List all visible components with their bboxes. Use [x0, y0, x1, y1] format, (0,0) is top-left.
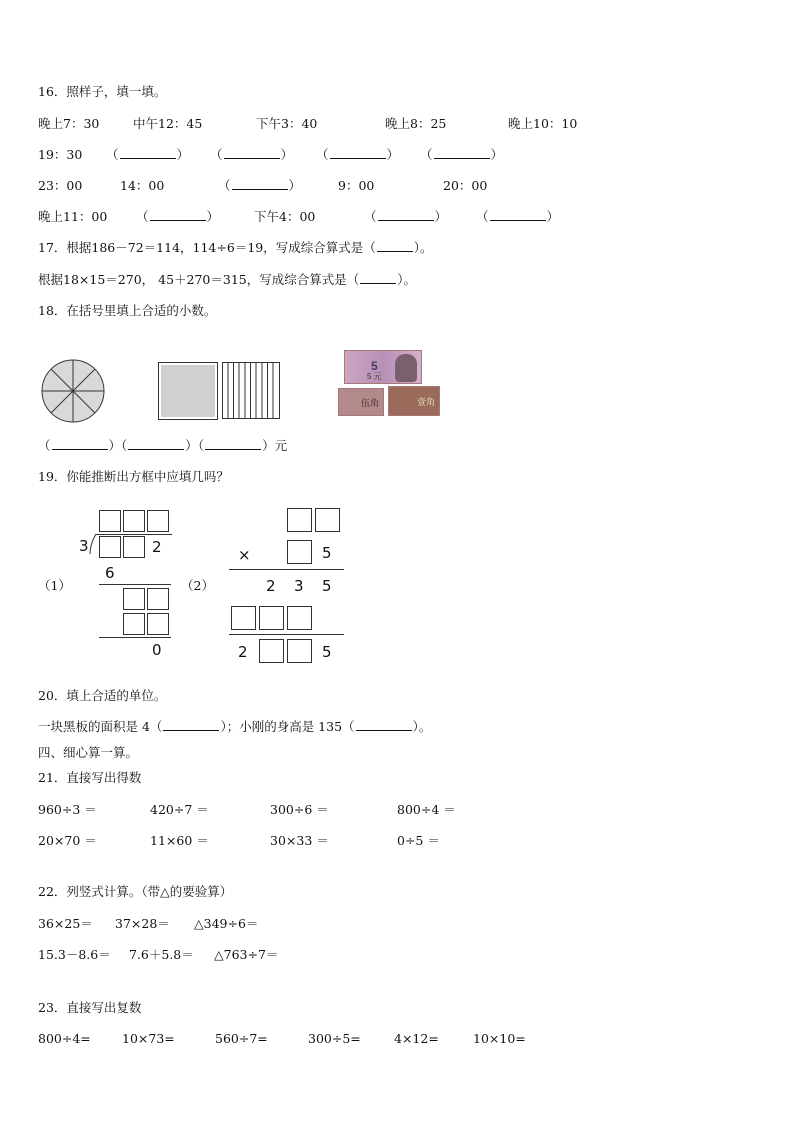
q22-item: 37×28＝ — [115, 916, 170, 931]
remainder-box-1[interactable] — [123, 588, 145, 610]
q16-row4-blank-2[interactable]: （ ） — [364, 209, 448, 224]
q21-item: 800÷4 ＝ — [397, 802, 456, 817]
q16-row4-given-2: 下午4：00 — [254, 209, 316, 224]
q18-blank-1[interactable]: （ ） — [38, 438, 122, 453]
q23-item: 560÷7= — [215, 1031, 268, 1046]
q16-row2-blank-3[interactable]: （ ） — [316, 147, 400, 162]
multiplicand-box-1[interactable] — [287, 508, 312, 532]
q16-row2-blank-2[interactable]: （ ） — [210, 147, 294, 162]
q16-row3-given-3: 9：00 — [338, 178, 375, 193]
q16-row3-given-2: 14：00 — [120, 178, 165, 193]
q16-title: 16．照样子，填一填。 — [38, 84, 167, 99]
q16-row2-blank-4[interactable]: （ ） — [420, 147, 504, 162]
q20-line: 一块黑板的面积是 4（ ）；小刚的身高是 135（ ）。 — [38, 719, 432, 734]
portrait-icon — [395, 354, 417, 382]
times-sign: × — [238, 546, 251, 564]
division-bracket — [88, 533, 98, 555]
q23-item: 300÷5= — [308, 1031, 361, 1046]
q17-blank-2[interactable] — [360, 273, 396, 284]
circle-sectors — [42, 360, 104, 422]
q20-title: 20．填上合适的单位。 — [38, 688, 167, 703]
square-figure-2 — [222, 362, 280, 419]
q21-item: 960÷3 ＝ — [38, 802, 97, 817]
q22-item: △763÷7＝ — [214, 947, 279, 962]
remainder-box-2[interactable] — [147, 588, 169, 610]
q21-item: 0÷5 ＝ — [397, 833, 440, 848]
q16-row2-blank-1[interactable]: （ ） — [106, 147, 190, 162]
q21-item: 420÷7 ＝ — [150, 802, 209, 817]
division-bar — [96, 534, 172, 535]
division-line-2 — [99, 637, 171, 638]
q17-line-2: 根据18×15＝270， 45＋270＝315，写成综合算式是（ ）。 — [38, 272, 417, 287]
q16-example-3: 下午3：40 — [256, 116, 318, 131]
multiplicand-box-2[interactable] — [315, 508, 340, 532]
q23-item: 800÷4= — [38, 1031, 91, 1046]
subtrahend-box-1[interactable] — [123, 613, 145, 635]
final-remainder: 0 — [152, 641, 162, 659]
q16-row4-given-1: 晚上11：00 — [38, 209, 108, 224]
result-last: 5 — [322, 643, 332, 661]
result-box-1[interactable] — [259, 639, 284, 663]
quotient-box-1[interactable] — [99, 510, 121, 532]
partial2-box-3[interactable] — [287, 606, 312, 630]
five-yuan-note: 5 5 元 — [344, 350, 422, 384]
result-first: 2 — [238, 643, 248, 661]
q16-row3-given-1: 23：00 — [38, 178, 83, 193]
q16-example-4: 晚上8：25 — [385, 116, 447, 131]
dividend-box-2[interactable] — [123, 536, 145, 558]
q22-item: 36×25＝ — [38, 916, 93, 931]
q20-blank-1[interactable] — [163, 720, 219, 731]
mult-line-1 — [229, 569, 344, 570]
yi-jiao-note: 壹角 — [388, 386, 440, 416]
multiplier-box[interactable] — [287, 540, 312, 564]
q16-row2-given: 19：30 — [38, 147, 83, 162]
q23-item: 10×10= — [473, 1031, 526, 1046]
dividend-last-digit: 2 — [152, 538, 162, 556]
dividend-box-1[interactable] — [99, 536, 121, 558]
partial-digit-2: 3 — [294, 577, 304, 595]
q19-label-2: （2） — [181, 578, 214, 593]
q19-label-1: （1） — [38, 578, 71, 593]
partial-digit-3: 5 — [322, 577, 332, 595]
q23-title: 23．直接写出复数 — [38, 1000, 142, 1015]
q22-item: 7.6＋5.8＝ — [129, 947, 194, 962]
q16-row3-given-4: 20：00 — [443, 178, 488, 193]
divisor: 3 — [79, 537, 89, 555]
q16-example-1: 晚上7：30 — [38, 116, 100, 131]
partial-digit-1: 2 — [266, 577, 276, 595]
q21-item: 300÷6 ＝ — [270, 802, 329, 817]
q16-row4-blank-3[interactable]: （ ） — [476, 209, 560, 224]
q22-item: △349÷6＝ — [194, 916, 259, 931]
q21-item: 30×33 ＝ — [270, 833, 329, 848]
money-picture — [338, 350, 442, 418]
q18-title: 18．在括号里填上合适的小数。 — [38, 303, 217, 318]
section-heading: 四、细心算一算。 — [38, 745, 139, 760]
partial2-box-2[interactable] — [259, 606, 284, 630]
q23-item: 4×12= — [394, 1031, 439, 1046]
q17-line-1: 17．根据186－72＝114，114÷6＝19，写成综合算式是（ ）。 — [38, 240, 433, 255]
q22-title: 22．列竖式计算。（带△的要验算） — [38, 884, 233, 899]
q23-item: 10×73= — [122, 1031, 175, 1046]
division-line-1 — [99, 584, 171, 585]
q18-answer-row: （ ）（ ）（ ）元 — [38, 438, 288, 453]
q16-row3-blank-1[interactable]: （ ） — [218, 178, 302, 193]
q21-item: 20×70 ＝ — [38, 833, 97, 848]
first-subtrahend: 6 — [105, 564, 115, 582]
wu-jiao-note: 伍角 — [338, 388, 384, 416]
q16-example-5: 晚上10：10 — [508, 116, 578, 131]
q20-blank-2[interactable] — [356, 720, 412, 731]
quotient-box-3[interactable] — [147, 510, 169, 532]
q16-example-2: 中午12：45 — [133, 116, 203, 131]
subtrahend-box-2[interactable] — [147, 613, 169, 635]
mult-line-2 — [229, 634, 344, 635]
q18-blank-3[interactable]: （ ） — [197, 438, 275, 453]
square-figure-1 — [158, 362, 218, 420]
q16-row4-blank-1[interactable]: （ ） — [136, 209, 220, 224]
q22-item: 15.3－8.6＝ — [38, 947, 111, 962]
circle-figure — [40, 358, 106, 424]
q17-blank-1[interactable] — [377, 241, 413, 252]
partial2-box-1[interactable] — [231, 606, 256, 630]
quotient-box-2[interactable] — [123, 510, 145, 532]
q21-title: 21．直接写出得数 — [38, 770, 142, 785]
q19-title: 19．你能推断出方框中应填几吗？ — [38, 469, 229, 484]
q18-blank-2[interactable]: （ ） — [121, 438, 198, 453]
q21-item: 11×60 ＝ — [150, 833, 209, 848]
multiplier-last: 5 — [322, 544, 332, 562]
result-box-2[interactable] — [287, 639, 312, 663]
